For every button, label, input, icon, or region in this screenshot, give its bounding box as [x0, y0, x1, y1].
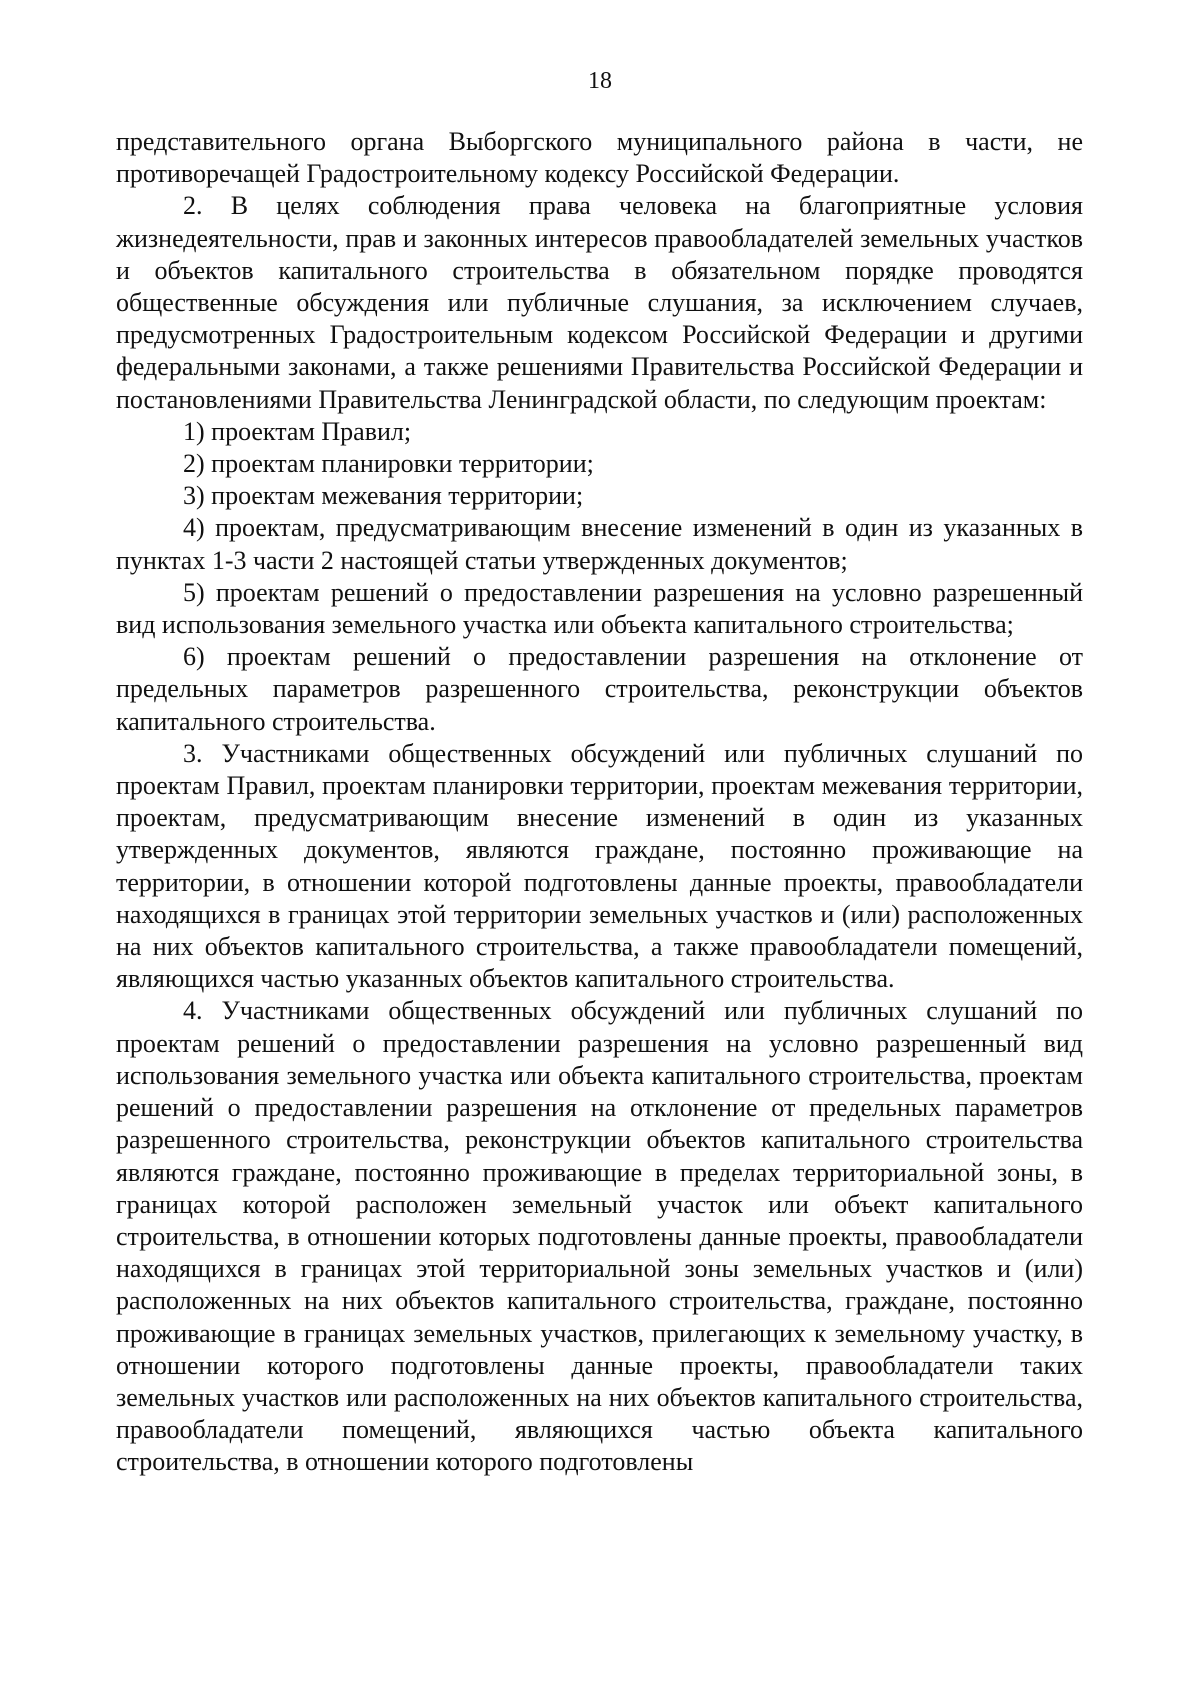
list-item-3: 3) проектам межевания территории;: [183, 481, 584, 511]
document-body: [116, 126, 1083, 1479]
paragraph-continuation: представительного органа Выборгского муниципального района в части, не противоречащей Градостроительному кодексу Российской Федерации.: [116, 127, 1083, 189]
list-item-4: 4) проектам, предусматривающим внесение изменений в один из указанных в пунктах 1-3 части 2 настоящей статьи утвержденных документов;: [116, 513, 1083, 575]
paragraph-part-3: 3. Участниками общественных обсуждений или публичных слушаний по проектам Правил, проектам планировки территории, проектам межевания территории, проектам, предусматривающим внесение изменений в один из указанных утвержденных документов, являются граждане, постоянно проживающие на территории, в отношении которой подготовлены данные проекты, правообладатели находящихся в границах этой территории земельных участков и (или) расположенных на них объектов капитального строительства, а также правообладатели помещений, являющихся частью указанных объектов капитального строительства.: [116, 738, 1083, 994]
paragraph-part-2: 2. В целях соблюдения права человека на благоприятные условия жизнедеятельности, прав и законных интересов правообладателей земельных участков и объектов капитального строительства в обязательном порядке проводятся общественные обсуждения или публичные слушания, за исключением случаев, предусмотренных Градостроительным кодексом Российской Федерации и другими федеральными законами, а также решениями Правительства Российской Федерации и постановлениями Правительства Ленинградской области, по следующим проектам:: [116, 191, 1083, 414]
list-item-5: 5) проектам решений о предоставлении разрешения на условно разрешенный вид использования земельного участка или объекта капитального строительства;: [116, 577, 1083, 640]
list-item-2: 2) проектам планировки территории;: [183, 449, 594, 479]
page-number: 18: [588, 68, 612, 94]
list-item-1: 1) проектам Правил;: [183, 416, 412, 446]
paragraph-part-4: 4. Участниками общественных обсуждений или публичных слушаний по проектам решений о предоставлении разрешения на условно разрешенный вид использования земельного участка или объекта капитального строительства, проектам решений о предоставлении разрешения на отклонение от предельных параметров разрешенного строительства, реконструкции объектов капитального строительства являются граждане, постоянно проживающие в пределах территориальной зоны, в границах которой расположен земельный участок или объект капитального строительства, в отношении которых подготовлены данные проекты, правообладатели находящихся в границах этой территориальной зоны земельных участков и (или) расположенных на них объектов капитального строительства, граждане, постоянно проживающие в границах земельных участков, прилегающих к земельному участку, в отношении которого подготовлены данные проекты, правообладатели таких земельных участков или расположенных на них объектов капитального строительства, правообладатели помещений, являющихся частью объекта капитального строительства, в отношении которого подготовлены: [116, 996, 1083, 1477]
list-item-6: 6) проектам решений о предоставлении разрешения на отклонение от предельных параметров разрешенного строительства, реконструкции объектов капитального строительства.: [116, 642, 1083, 736]
